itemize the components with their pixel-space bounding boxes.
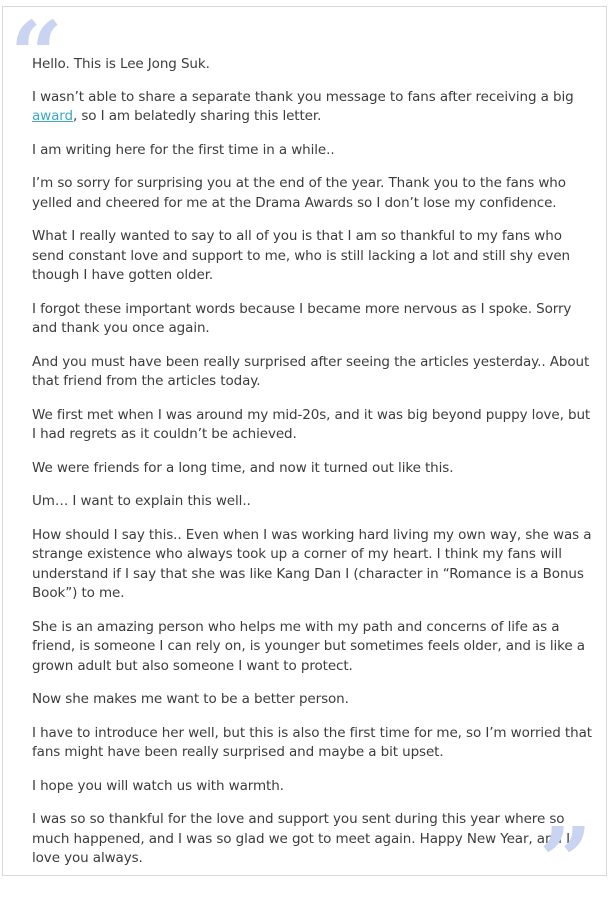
close-quote-icon: ” — [539, 807, 592, 915]
award-link[interactable]: award — [32, 108, 73, 124]
paragraph-text: I wasn’t able to share a separate thank you message to fans after receiving a big — [32, 88, 574, 105]
paragraph: We were friends for a long time, and now it turned out like this. — [32, 459, 454, 476]
paragraph: And you must have been really surprised after seeing the articles yesterday.. About that friend from the articles today. — [32, 353, 590, 389]
paragraph: I have to introduce her well, but this is also the first time for me, so I’m worried that fans might have been really surprised and maybe a bit upset. — [32, 724, 592, 760]
paragraph: I am writing here for the first time in a while.. — [32, 141, 335, 158]
paragraph-text: , so I am belatedly sharing this letter. — [72, 108, 322, 124]
paragraph: What I really wanted to say to all of you is that I am so thankful to my fans who send constant love and support to me, who is still lacking a lot and still shy even though I have gotten older. — [32, 228, 570, 283]
paragraph: She is an amazing person who helps me with my path and concerns of life as a friend, is someone I can rely on, is younger but sometimes feels older, and is like a grown adult but also someone I want to protect. — [32, 618, 585, 674]
paragraph: I’m so sorry for surprising you at the end of the year. Thank you to the fans who yelled and cheered for me at the Drama Awards so I don’t lose my confidence. — [32, 175, 566, 211]
paragraph — [32, 88, 592, 127]
paragraph: Um… I want to explain this well.. — [32, 493, 251, 509]
letter-body — [32, 55, 592, 883]
paragraph: I hope you will watch us with warmth. — [32, 777, 284, 794]
open-quote-icon: “ — [10, 1, 63, 109]
greeting: Hello. This is Lee Jong Suk. — [32, 56, 210, 72]
paragraph: Now she makes me want to be a better person. — [32, 691, 349, 707]
paragraph: I forgot these important words because I became more nervous as I spoke. Sorry and thank you once again. — [32, 300, 572, 336]
letter-card — [2, 1, 607, 915]
paragraph: We first met when I was around my mid-20s, and it was big beyond puppy love, but I had regrets as it couldn’t be achieved. — [32, 406, 591, 442]
closing-paragraph: I was so so thankful for the love and support you sent during this year where so much happened, and I was so glad we got to meet again. Happy New Year, and I love you always. — [32, 811, 570, 866]
paragraph: How should I say this.. Even when I was working hard living my own way, she was a strange existence who always took up a corner of my heart. I think my fans will understand if I say that she was like Kang Dan I (character in “Romance is a Bonus Book”) to me. — [32, 526, 592, 601]
